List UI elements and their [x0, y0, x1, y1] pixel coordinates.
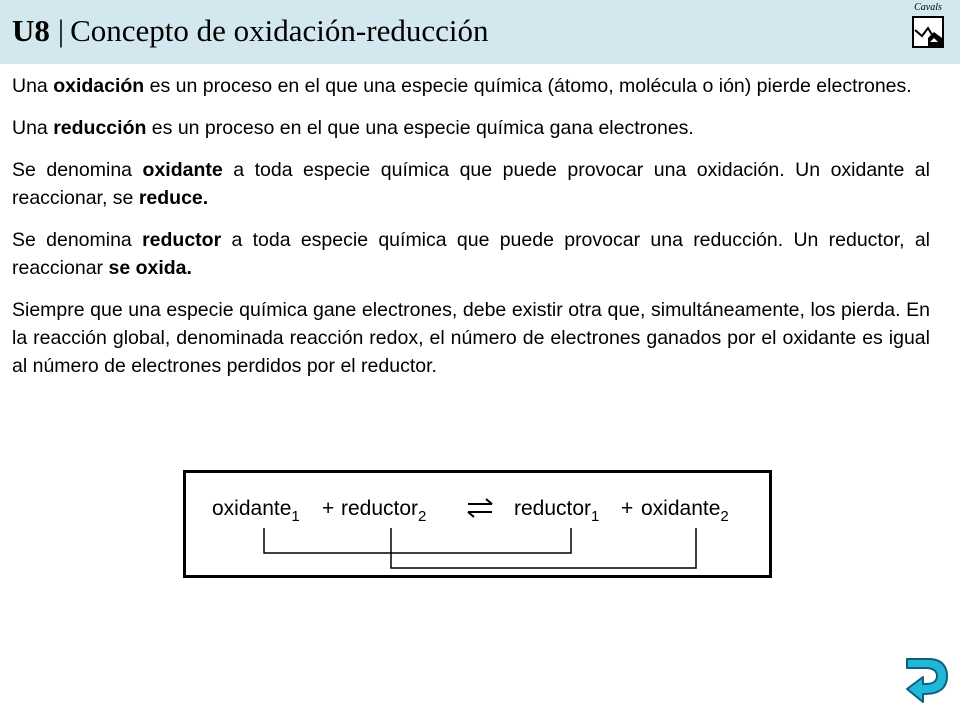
redox-equation-diagram — [183, 470, 772, 578]
page-title — [12, 12, 488, 50]
equilibrium-arrows-icon — [468, 499, 492, 517]
graph-logo-icon — [912, 16, 944, 48]
logo-text: Cavals — [914, 2, 942, 13]
equation-plus-1: + — [322, 497, 335, 520]
logo — [910, 2, 946, 50]
unit-label: U8 — [12, 13, 50, 48]
equation-oxidante-2: oxidante$_2$ — [641, 497, 729, 525]
pair-connector-lines — [264, 528, 696, 568]
equation-oxidante-1: oxidante$_1$ — [212, 497, 300, 525]
equation-plus-2: + — [621, 497, 634, 520]
paragraph-reductor: Se denomina reductor a toda especie química que puede provocar una reducción. Un reductor, al reaccionar se oxida. — [12, 229, 930, 279]
return-button[interactable] — [903, 656, 949, 711]
equation-reductor-1: reductor$_1$ — [514, 497, 600, 525]
paragraph-oxidacion: Una oxidación es un proceso en el que una especie química (átomo, molécula o ión) pierde electrones. — [12, 75, 912, 97]
title-text: Concepto de oxidación-reducción — [70, 13, 489, 48]
equation-reductor-2: reductor$_2$ — [341, 497, 427, 525]
return-arrow-icon — [903, 656, 949, 706]
paragraph-reduccion: Una reducción es un proceso en el que una especie química gana electrones. — [12, 117, 694, 139]
content-area — [12, 72, 930, 394]
paragraph-oxidante: Se denomina oxidante a toda especie química que puede provocar una oxidación. Un oxidante al reaccionar, se reduce. — [12, 159, 930, 209]
paragraph-redox: Siempre que una especie química gane electrones, debe existir otra que, simultáneamente, los pierda. En la reacción global, denominada reacción redox, el número de electrones ganados por el oxidante es igual al número de electrones perdidos por el reductor. — [12, 299, 930, 377]
slide-header — [0, 0, 960, 64]
title-separator: | — [57, 13, 65, 48]
